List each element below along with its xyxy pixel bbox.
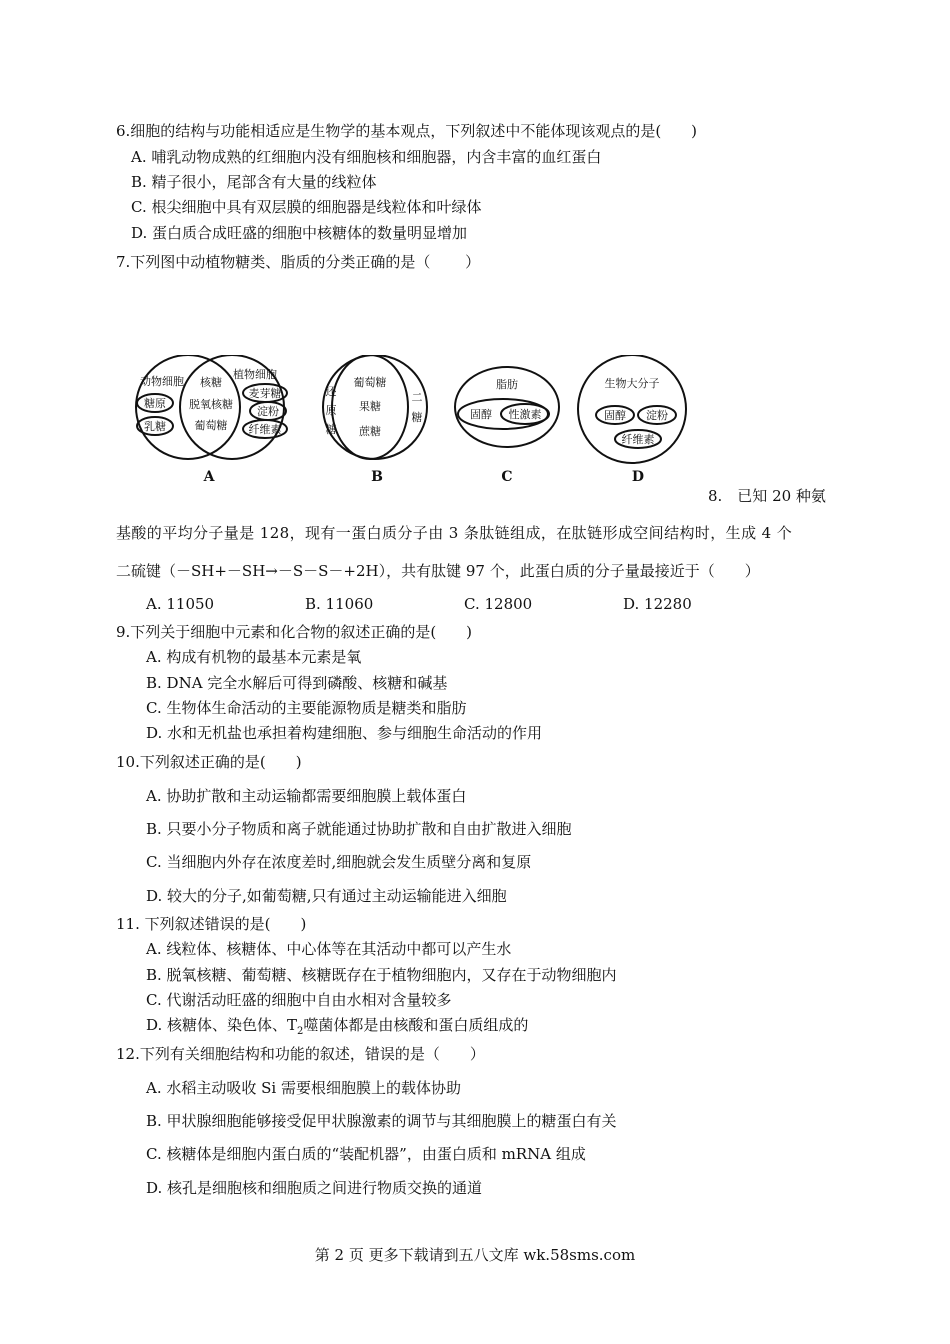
figD-item-2: 淀粉: [646, 409, 668, 422]
q11-option-a: A. 线粒体、核糖体、中心体等在其活动中都可以产生水: [146, 940, 512, 958]
q10-option-d: D. 较大的分子,如葡萄糖,只有通过主动运输能进入细胞: [146, 887, 507, 905]
q11-option-c: C. 代谢活动旺盛的细胞中自由水相对含量较多: [146, 991, 452, 1009]
figC-outer-label: 脂肪: [496, 378, 518, 391]
q12-option-d: D. 核孔是细胞核和细胞质之间进行物质交换的通道: [146, 1179, 483, 1197]
figD-label: D: [631, 469, 645, 485]
q8-stem-line2: 基酸的平均分子量是 128，现有一蛋白质分子由 3 条肽链组成，在肽链形成空间结构时，生成 4 个: [116, 524, 793, 542]
q7-figures: [120, 355, 700, 490]
figB-label: B: [371, 469, 383, 485]
q7-stem: 7.下列图中动植物糖类、脂质的分类正确的是（ ）: [116, 253, 481, 271]
page-footer: 第 2 页 更多下载请到五八文库 wk.58sms.com: [314, 1246, 636, 1264]
figB-right-char-1: 二: [411, 391, 423, 404]
figB-inner-item-2: 果糖: [359, 400, 381, 413]
q6-option-c: C. 根尖细胞中具有双层膜的细胞器是线粒体和叶绿体: [131, 198, 482, 216]
q11-option-b: B. 脱氧核糖、葡萄糖、核糖既存在于植物细胞内，又存在于动物细胞内: [146, 966, 617, 984]
figA-mid-item-2: 脱氧核糖: [189, 398, 233, 411]
figB-inner-item-1: 葡萄糖: [353, 376, 387, 389]
q10-option-a: A. 协助扩散和主动运输都需要细胞膜上载体蛋白: [146, 787, 467, 805]
figB-left-char-2: 原: [325, 404, 337, 417]
figB-right-char-2: 糖: [411, 411, 423, 424]
q10-stem: 10.下列叙述正确的是( ): [116, 753, 302, 771]
figA-right-item-2: 淀粉: [257, 405, 279, 418]
q12-stem: 12.下列有关细胞结构和功能的叙述，错误的是（ ）: [116, 1045, 485, 1063]
q8-option-d: D. 12280: [623, 595, 692, 613]
q10-option-c: C. 当细胞内外存在浓度差时,细胞就会发生质壁分离和复原: [146, 853, 532, 871]
q11-option-d-post: 噬菌体都是由核酸和蛋白质组成的: [303, 1016, 529, 1034]
q9-option-b: B. DNA 完全水解后可得到磷酸、核糖和碱基: [146, 674, 448, 692]
q8-option-c: C. 12800: [464, 595, 533, 613]
q12-option-a: A. 水稻主动吸收 Si 需要根细胞膜上的载体协助: [146, 1079, 461, 1097]
figC-label: C: [501, 469, 513, 485]
q6-option-a: A. 哺乳动物成熟的红细胞内没有细胞核和细胞器，内含丰富的血红蛋白: [131, 148, 602, 166]
figA-left-title: 动物细胞: [140, 375, 184, 388]
figC-inner-right: 性激素: [508, 408, 542, 421]
q12-option-b: B. 甲状腺细胞能够接受促甲状腺激素的调节与其细胞膜上的糖蛋白有关: [146, 1112, 617, 1130]
q9-stem: 9.下列关于细胞中元素和化合物的叙述正确的是( ): [116, 623, 473, 641]
q8-option-a: A. 11050: [146, 595, 215, 613]
figA-right-title: 植物细胞: [233, 368, 277, 381]
figA-right-item-1: 麦芽糖: [248, 387, 282, 400]
figA-left-item-2: 乳糖: [144, 420, 166, 433]
q8-stem-start: 8. 已知 20 种氨: [708, 487, 826, 505]
q11-option-d: [146, 1015, 528, 1042]
q11-option-d-pre: D. 核糖体、染色体、T: [146, 1016, 298, 1034]
figA-mid-item-3: 葡萄糖: [194, 419, 228, 432]
q12-option-c: C. 核糖体是细胞内蛋白质的“装配机器”，由蛋白质和 mRNA 组成: [146, 1145, 586, 1163]
q6-option-b: B. 精子很小，尾部含有大量的线粒体: [131, 173, 377, 191]
figC-inner-left: 固醇: [470, 408, 492, 421]
figB-left-char-1: 还: [325, 385, 337, 398]
figD-item-3: 纤维素: [621, 433, 655, 446]
figD-item-1: 固醇: [604, 409, 626, 422]
q8-option-b: B. 11060: [305, 595, 374, 613]
q9-option-c: C. 生物体生命活动的主要能源物质是糖类和脂肪: [146, 699, 467, 717]
q6-stem: 6.细胞的结构与功能相适应是生物学的基本观点，下列叙述中不能体现该观点的是( ): [116, 122, 698, 140]
q9-option-a: A. 构成有机物的最基本元素是氧: [146, 648, 362, 666]
q8-stem-line3: 二硫键（－SH+－SH→－S－S－+2H），共有肽键 97 个，此蛋白质的分子量最接近于（ ）: [116, 562, 760, 580]
figA-label: A: [203, 469, 215, 485]
figA-mid-item-1: 核糖: [200, 376, 222, 389]
figB-inner-item-3: 蔗糖: [359, 425, 381, 438]
figB-left-char-3: 糖: [325, 423, 337, 436]
figD-outer-label: 生物大分子: [604, 377, 660, 390]
q9-option-d: D. 水和无机盐也承担着构建细胞、参与细胞生命活动的作用: [146, 724, 543, 742]
figA-left-item-1: 糖原: [144, 397, 166, 410]
q10-option-b: B. 只要小分子物质和离子就能通过协助扩散和自由扩散进入细胞: [146, 820, 572, 838]
q11-stem: 11. 下列叙述错误的是( ): [116, 915, 307, 933]
figA-right-item-3: 纤维素: [248, 423, 282, 436]
q6-option-d: D. 蛋白质合成旺盛的细胞中核糖体的数量明显增加: [131, 224, 468, 242]
q11-option-d-subscript: 2: [297, 1026, 304, 1037]
